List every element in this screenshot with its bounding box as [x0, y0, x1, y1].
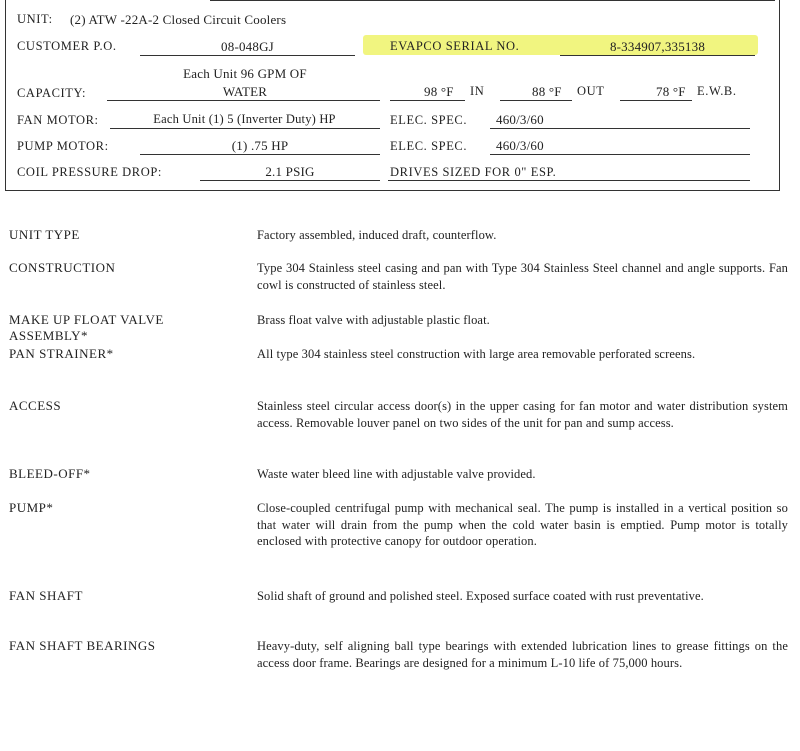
spec-desc-float-valve: Brass float valve with adjustable plastic float. — [257, 313, 490, 327]
spec-label-construction: CONSTRUCTION — [9, 260, 116, 275]
spec-label-pan-strainer: PAN STRAINER* — [9, 346, 114, 361]
drives-label: DRIVES SIZED FOR 0" ESP. — [390, 165, 557, 179]
spec-desc-construction: Type 304 Stainless steel casing and pan with Type 304 Stainless Steel channel and angle supports. Fan cowl is constructed of stainless steel. — [257, 261, 788, 292]
serial-value: 8-334907,335138 — [609, 39, 706, 54]
fan-elec-value: 460/3/60 — [496, 112, 544, 127]
customer-po-label: CUSTOMER P.O. — [17, 39, 117, 53]
pump-elec-value: 460/3/60 — [496, 138, 544, 153]
spec-desc-unit-type: Factory assembled, induced draft, counterflow. — [257, 228, 497, 242]
coil-value: 2.1 PSIG — [265, 164, 315, 179]
capacity-underline — [107, 100, 380, 101]
spec-label-unit-type: UNIT TYPE — [9, 227, 80, 242]
temp-out-value: 88 °F — [532, 84, 562, 99]
spec-desc-pump: Close-coupled centrifugal pump with mechanical seal. The pump is installed in a vertical position so that water will drain from the pump when the cold water basin is emptied. Pump motor is totally enclosed with protective canopy for outdoor operation. — [257, 501, 788, 548]
coil-label: COIL PRESSURE DROP: — [17, 165, 162, 179]
coil-underline — [200, 180, 380, 181]
fan-elec-underline — [490, 128, 750, 129]
spec-label-pump: PUMP* — [9, 500, 54, 515]
spec-label-access: ACCESS — [9, 398, 62, 413]
spec-desc-bleed-off: Waste water bleed line with adjustable valve provided. — [257, 467, 536, 481]
temp-in-underline — [390, 100, 465, 101]
customer-po-value: 08-048GJ — [221, 39, 274, 54]
spec-desc-fan-shaft-bearings: Heavy-duty, self aligning ball type bearings with extended lubrication lines to grease fittings on the access door frame. Bearings are designed for a minimum L-10 life of 75,000 hours. — [257, 639, 788, 670]
pump-elec-underline — [490, 154, 750, 155]
spec-label-float-valve: MAKE UP FLOAT VALVE ASSEMBLY* — [9, 312, 164, 343]
serial-label: EVAPCO SERIAL NO. — [390, 39, 520, 53]
capacity-line1: Each Unit 96 GPM OF — [183, 66, 307, 81]
temp-in-value: 98 °F — [424, 84, 454, 99]
top-rule — [210, 0, 775, 1]
drives-underline — [388, 180, 750, 181]
spec-desc-access: Stainless steel circular access door(s) in the upper casing for fan motor and water distribution system access. Removable louver panel on two sides of the unit for pan and sump access. — [257, 399, 788, 430]
temp-out-label: OUT — [577, 84, 605, 98]
pump-motor-underline — [140, 154, 380, 155]
ewb-value: 78 °F — [656, 84, 686, 99]
spec-label-fan-shaft-bearings: FAN SHAFT BEARINGS — [9, 638, 156, 653]
spec-desc-fan-shaft: Solid shaft of ground and polished steel. Exposed surface coated with rust preventative. — [257, 589, 704, 603]
pump-elec-label: ELEC. SPEC. — [390, 139, 468, 153]
spec-desc-pan-strainer: All type 304 stainless steel construction with large area removable perforated screens. — [257, 347, 696, 361]
fan-motor-value: Each Unit (1) 5 (Inverter Duty) HP — [153, 112, 336, 126]
spec-label-bleed-off: BLEED-OFF* — [9, 466, 91, 481]
fan-motor-label: FAN MOTOR: — [17, 113, 99, 127]
unit-label: UNIT: — [17, 12, 53, 26]
ewb-underline — [620, 100, 692, 101]
temp-in-label: IN — [470, 84, 485, 98]
customer-po-underline — [140, 55, 355, 56]
temp-out-underline — [500, 100, 572, 101]
unit-value: (2) ATW -22A-2 Closed Circuit Coolers — [70, 12, 287, 27]
capacity-line2: WATER — [222, 84, 268, 99]
pump-motor-value: (1) .75 HP — [231, 138, 289, 153]
spec-label-fan-shaft: FAN SHAFT — [9, 588, 83, 603]
serial-underline — [560, 55, 755, 56]
pump-motor-label: PUMP MOTOR: — [17, 139, 109, 153]
ewb-label: E.W.B. — [697, 84, 737, 98]
capacity-label: CAPACITY: — [17, 86, 87, 100]
fan-motor-underline — [110, 128, 380, 129]
fan-elec-label: ELEC. SPEC. — [390, 113, 468, 127]
